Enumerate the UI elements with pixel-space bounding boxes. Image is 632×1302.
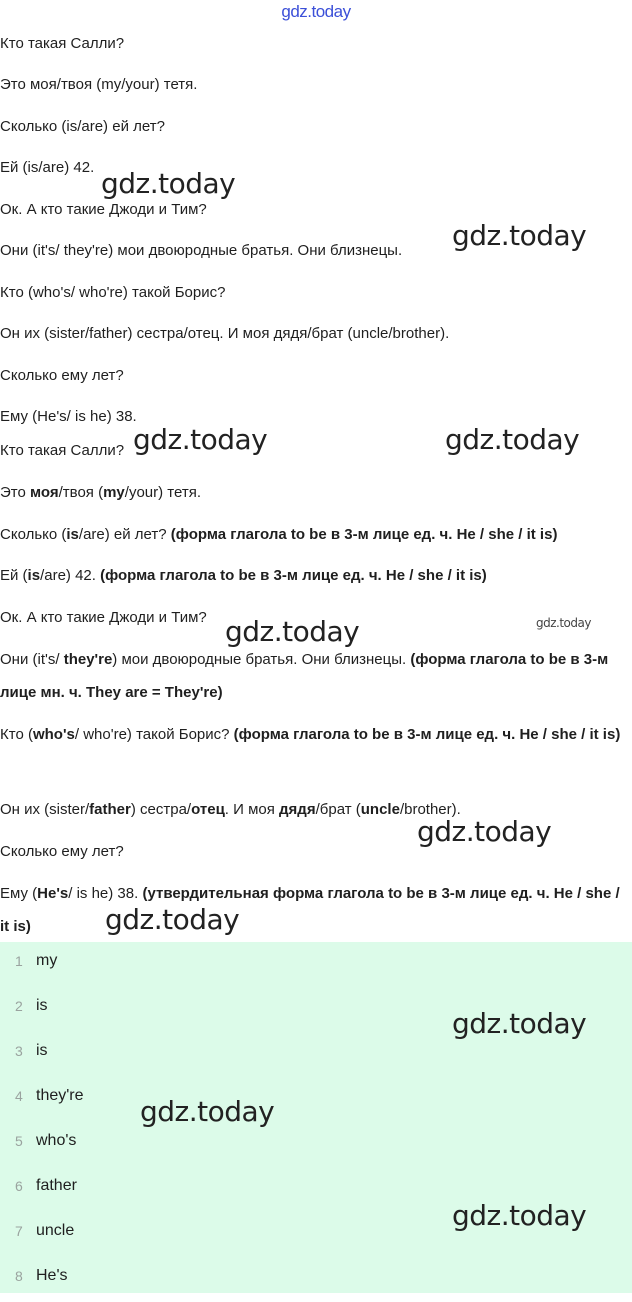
bold-part: they're	[63, 651, 113, 668]
text-part: /брат (	[315, 801, 361, 818]
answer-text: they're	[36, 1087, 84, 1104]
explained-line-3	[0, 518, 628, 551]
watermark: gdz.today	[140, 1095, 275, 1128]
answer-text: is	[36, 1042, 48, 1059]
bold-part: дядя	[279, 801, 316, 818]
answer-number: 4	[15, 1088, 23, 1104]
explained-line-7	[0, 718, 628, 751]
bold-part: He's	[37, 885, 69, 902]
watermark: gdz.today	[536, 616, 591, 630]
text-part: ) сестра/	[130, 801, 192, 818]
watermark: gdz.today	[101, 167, 236, 200]
bold-part: father	[89, 801, 131, 818]
explanation-part: (утвердительная форма глагола to be в 3-м лице ед. ч. He / she / it is)	[0, 885, 620, 935]
explanation-part: (форма глагола to be в 3-м лице ед. ч. He / she / it is)	[100, 567, 487, 584]
explained-line-10	[0, 877, 628, 943]
text-part: / is he) 38.	[68, 885, 143, 902]
bold-part: моя	[30, 484, 59, 501]
text-part: Они (it's/	[0, 651, 64, 668]
bold-part: uncle	[360, 801, 400, 818]
explained-line-4	[0, 559, 628, 592]
answer-text: who's	[36, 1132, 77, 1149]
question-line-6: Они (it's/ they're) мои двоюродные братья. Они близнецы.	[0, 242, 403, 259]
text-part: Он их (sister/	[0, 801, 90, 818]
question-line-10: Ему (He's/ is he) 38.	[0, 408, 137, 425]
bold-part: my	[103, 484, 125, 501]
watermark: gdz.today	[452, 219, 587, 252]
answer-number: 6	[15, 1178, 23, 1194]
text-part: ) мои двоюродные братья. Они близнецы.	[112, 651, 411, 668]
site-logo[interactable]: gdz.today	[281, 2, 351, 21]
bold-part: who's	[32, 726, 75, 743]
answer-number: 8	[15, 1268, 23, 1284]
bold-part: is	[27, 567, 41, 584]
answer-number: 7	[15, 1223, 23, 1239]
text-part: /твоя (	[58, 484, 104, 501]
explained-line-6	[0, 643, 628, 709]
text-part: Ему (	[0, 885, 38, 902]
text-part: Сколько (	[0, 526, 67, 543]
watermark: gdz.today	[105, 903, 240, 936]
answer-text: is	[36, 997, 48, 1014]
watermark: gdz.today	[133, 423, 268, 456]
answer-text: my	[36, 952, 58, 969]
explained-line-9: Сколько ему лет?	[0, 843, 124, 860]
question-line-7: Кто (who's/ who're) такой Борис?	[0, 284, 226, 301]
watermark: gdz.today	[452, 1199, 587, 1232]
question-line-5: Ок. А кто такие Джоди и Тим?	[0, 201, 207, 218]
text-part: /are) ей лет?	[78, 526, 171, 543]
explained-line-2	[0, 476, 628, 509]
answer-text: father	[36, 1177, 77, 1194]
answer-number: 1	[15, 953, 23, 969]
text-part: Кто (	[0, 726, 33, 743]
question-line-1: Кто такая Салли?	[0, 35, 125, 52]
explanation-part: (форма глагола to be в 3-м лице ед. ч. He / she / it is)	[233, 726, 621, 743]
text-part: /your) тетя.	[124, 484, 201, 501]
question-line-9: Сколько ему лет?	[0, 367, 124, 384]
explanation-part: (форма глагола to be в 3-м лице ед. ч. He / she / it is)	[170, 526, 558, 543]
question-line-4: Ей (is/are) 42.	[0, 159, 95, 176]
bold-part: отец	[191, 801, 225, 818]
text-part: . И моя	[224, 801, 280, 818]
answer-number: 2	[15, 998, 23, 1014]
answer-number: 3	[15, 1043, 23, 1059]
answer-text: He's	[36, 1267, 68, 1284]
text-part: Это	[0, 484, 30, 501]
watermark: gdz.today	[452, 1007, 587, 1040]
text-part: /are) 42.	[40, 567, 101, 584]
text-part: Ей (	[0, 567, 28, 584]
watermark: gdz.today	[417, 815, 552, 848]
explanation-part: (форма глагола to be в 3-м лице мн. ч. They are = They're)	[0, 651, 609, 701]
text-part: / who're) такой Борис?	[74, 726, 234, 743]
question-line-8: Он их (sister/father) сестра/отец. И моя дядя/брат (uncle/brother).	[0, 325, 450, 342]
answers-panel	[0, 942, 632, 1293]
explained-line-5: Ок. А кто такие Джоди и Тим?	[0, 609, 207, 626]
explained-line-1: Кто такая Салли?	[0, 442, 125, 459]
question-line-2: Это моя/твоя (my/your) тетя.	[0, 76, 198, 93]
watermark: gdz.today	[225, 615, 360, 648]
text-part: /brother).	[399, 801, 461, 818]
bold-part: is	[66, 526, 79, 543]
question-line-3: Сколько (is/are) ей лет?	[0, 118, 165, 135]
watermark: gdz.today	[445, 423, 580, 456]
answer-text: uncle	[36, 1222, 75, 1239]
answer-number: 5	[15, 1133, 23, 1149]
